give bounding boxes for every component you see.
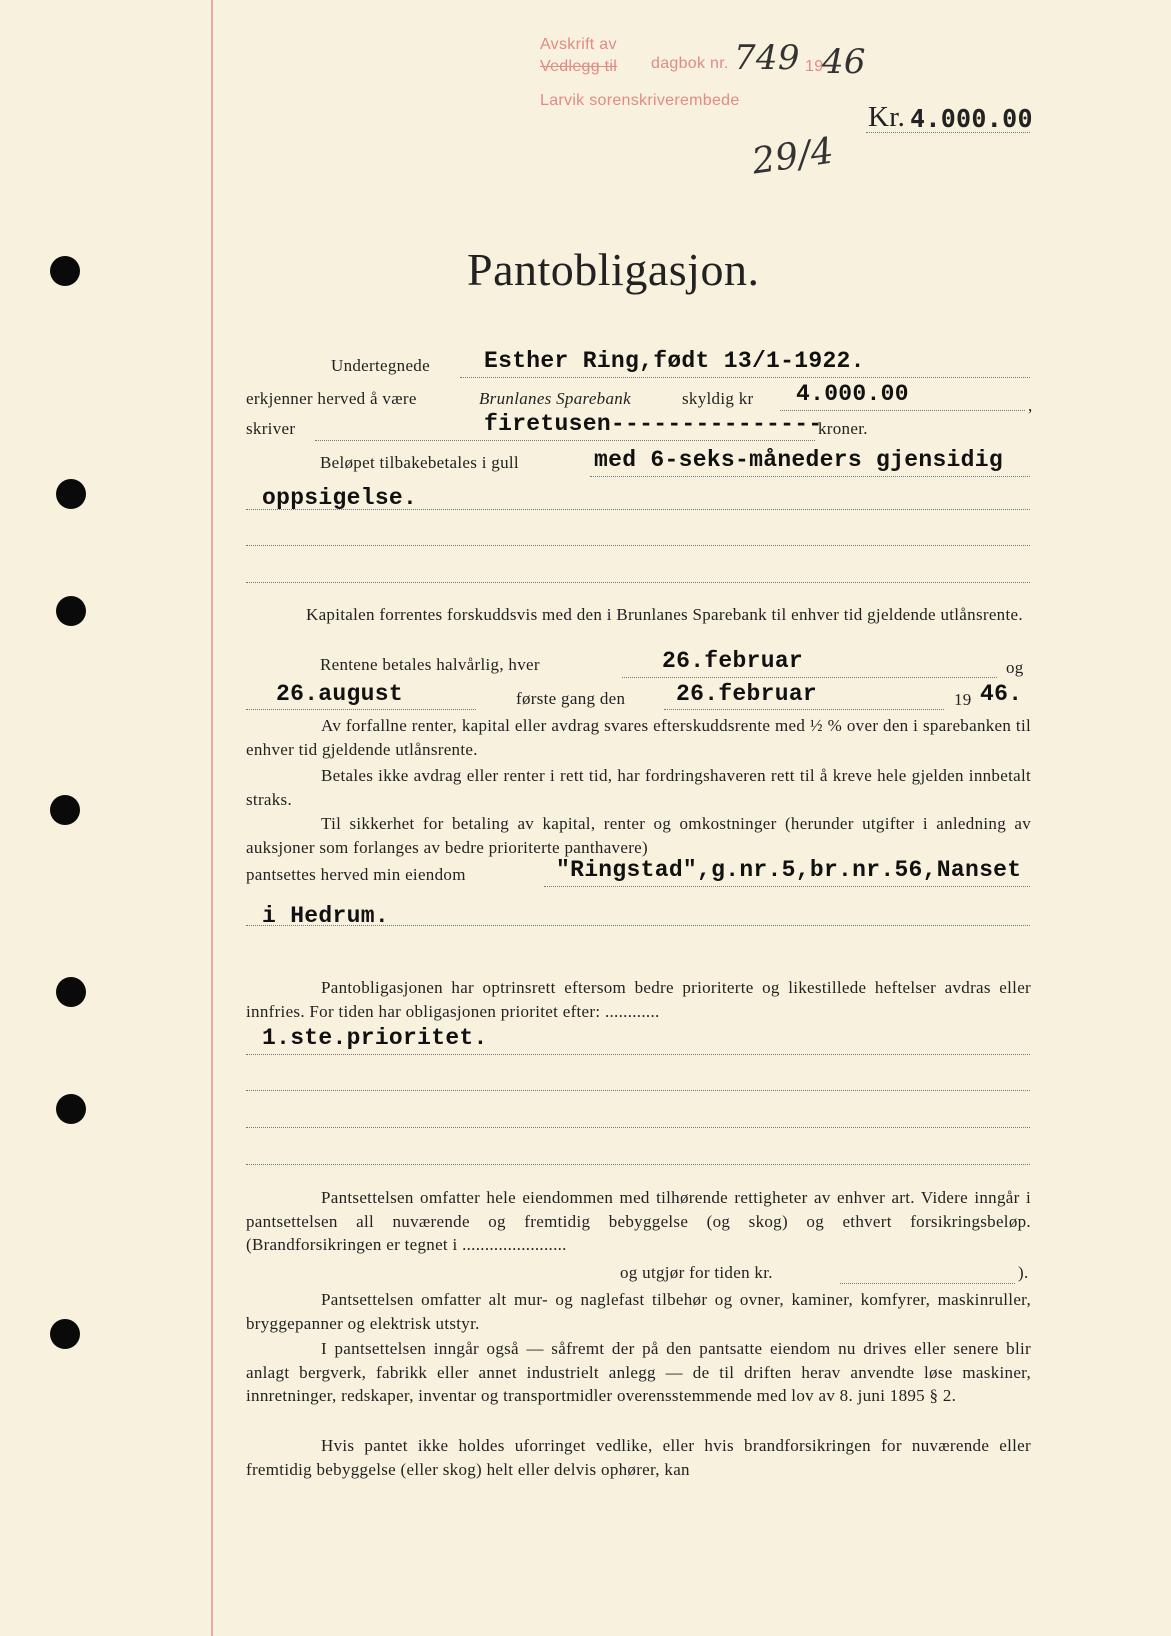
first-year-prefix: 19 bbox=[954, 690, 972, 709]
industrial-paragraph: I pantsettelsen inngår også — såfremt der på den pantsatte eiendom nu drives eller senere blir anlagt bergverk, fabrikk eller annet industrielt anlegg — de til driften herav anvendte løse maskiner, innretninger, redskaper, inventar og transportmidler overensstemmende med lov av 8. juni 1895 § 2. bbox=[246, 1339, 1031, 1405]
amount-dotted-line bbox=[866, 132, 1030, 133]
blank-dotted-line bbox=[246, 545, 1030, 546]
year-suffix: 46 bbox=[822, 42, 866, 82]
interest-paragraph: Kapitalen forrentes forskuddsvis med den i Brunlanes Sparebank til enhver tid gjeldende utlånsrente. bbox=[306, 605, 1023, 624]
maintenance-paragraph: Hvis pantet ikke holdes uforringet vedlike, eller hvis brandforsikringen for nuværende eller fremtidig bebyggelse (eller skog) helt eller delvis ophører, kan bbox=[246, 1436, 1031, 1479]
bank-name: Brunlanes Sparebank bbox=[479, 389, 631, 408]
late-interest-paragraph: Av forfallne renter, kapital eller avdrag svares efterskuddsrente med ½ % over den i sparebanken til enhver tid gjeldende utlånsrente. bbox=[246, 716, 1031, 759]
interest-date-1: 26.februar bbox=[662, 648, 804, 674]
property-value-2: i Hedrum. bbox=[262, 903, 389, 929]
priority-value: 1.ste.prioritet. bbox=[262, 1025, 488, 1051]
interest-date-2: 26.august bbox=[276, 681, 403, 707]
punch-hole bbox=[56, 1094, 86, 1124]
repayment-label: Beløpet tilbakebetales i gull bbox=[320, 453, 519, 472]
stamp-line-1: Avskrift av bbox=[540, 36, 617, 53]
insurance-value-label: og utgjør for tiden kr. bbox=[620, 1263, 773, 1282]
punch-hole bbox=[56, 479, 86, 509]
first-date-dotted-line bbox=[664, 709, 944, 710]
repayment-value-2: oppsigelse. bbox=[262, 485, 418, 511]
owes-text: skyldig kr bbox=[682, 389, 754, 408]
dagbok-number: 749 bbox=[734, 38, 800, 78]
scope-paragraph: Pantsettelsen omfatter hele eiendommen med tilhørende rettigheter av enhver art. Videre inngår i pantsettelsen all nuværende og fremtidig bebyggelse (og skog) og ethvert forsikringsbeløp. (Brandforsikringen er tegnet i ....................... bbox=[246, 1188, 1031, 1254]
blank-dotted-line bbox=[246, 1054, 1030, 1055]
date2-dotted-line bbox=[246, 709, 476, 710]
first-payment-label: første gang den bbox=[516, 689, 626, 708]
punch-hole bbox=[56, 596, 86, 626]
acknowledge-text: erkjenner herved å være bbox=[246, 389, 417, 408]
kroner-label: kroner. bbox=[818, 419, 868, 438]
stamp-dagbok: dagbok nr. bbox=[651, 55, 729, 72]
fixtures-paragraph: Pantsettelsen omfatter alt mur- og naglefast tilbehør og ovner, kaminer, komfyrer, maskinruller, bryggepanner og elektrisk utstyr. bbox=[246, 1290, 1031, 1333]
stamp-line-2: Vedlegg til bbox=[540, 58, 618, 75]
priority-paragraph: Pantobligasjonen har optrinsrett eftersom bedre prioriterte og likestillede heftelser avdras eller innfries. For tiden har obligasjonen prioritet efter: ............ bbox=[246, 978, 1031, 1021]
punch-hole bbox=[56, 977, 86, 1007]
date1-dotted-line bbox=[622, 677, 997, 678]
amount-label: Kr. bbox=[868, 101, 906, 133]
default-paragraph: Betales ikke avdrag eller renter i rett tid, har fordringshaveren rett til å kreve hele gjelden innbetalt straks. bbox=[246, 766, 1031, 809]
handwritten-date: 29/4 bbox=[749, 130, 837, 183]
year-prefix: 19 bbox=[805, 58, 824, 75]
blank-dotted-line bbox=[246, 1164, 1030, 1165]
insurance-close: ). bbox=[1018, 1263, 1029, 1282]
property-dotted-line bbox=[544, 886, 1030, 887]
acknowledge-comma: , bbox=[1028, 396, 1033, 415]
og-text: og bbox=[1006, 658, 1024, 677]
property-label: pantsettes herved min eiendom bbox=[246, 865, 466, 884]
debtor-value: Esther Ring,født 13/1-1922. bbox=[484, 348, 865, 374]
amount-in-words: firetusen--------------- bbox=[484, 411, 823, 437]
property-dotted-line-2 bbox=[246, 925, 1030, 926]
repayment-value-1: med 6-seks-måneders gjensidig bbox=[594, 447, 1003, 473]
punch-hole bbox=[50, 1319, 80, 1349]
debtor-dotted-line bbox=[460, 377, 1030, 378]
blank-dotted-line bbox=[246, 509, 1030, 510]
first-year-value: 46. bbox=[980, 681, 1023, 707]
debtor-label: Undertegnede bbox=[331, 356, 430, 375]
document-title: Pantobligasjon. bbox=[467, 244, 760, 295]
red-margin-line bbox=[211, 0, 213, 1636]
blank-dotted-line bbox=[246, 1090, 1030, 1091]
punch-hole bbox=[50, 256, 80, 286]
repayment-dotted-line bbox=[590, 476, 1030, 477]
words-label: skriver bbox=[246, 419, 296, 438]
first-payment-date: 26.februar bbox=[676, 681, 818, 707]
blank-dotted-line bbox=[246, 582, 1030, 583]
words-dotted-line bbox=[315, 440, 815, 441]
owed-amount: 4.000.00 bbox=[796, 381, 909, 407]
property-value: "Ringstad",g.nr.5,br.nr.56,Nanset bbox=[556, 857, 1022, 883]
blank-dotted-line bbox=[246, 1127, 1030, 1128]
insurance-dotted-line bbox=[840, 1283, 1015, 1284]
stamp-line-3: Larvik sorenskriverembede bbox=[540, 92, 740, 109]
security-paragraph: Til sikkerhet for betaling av kapital, renter og omkostninger (herunder utgifter i anledning av auksjoner som forlanges av bedre prioriterte panthavere) bbox=[246, 814, 1031, 857]
amount-value: 4.000.00 bbox=[910, 104, 1033, 133]
interest-paid-label: Rentene betales halvårlig, hver bbox=[320, 655, 540, 674]
punch-hole bbox=[50, 795, 80, 825]
